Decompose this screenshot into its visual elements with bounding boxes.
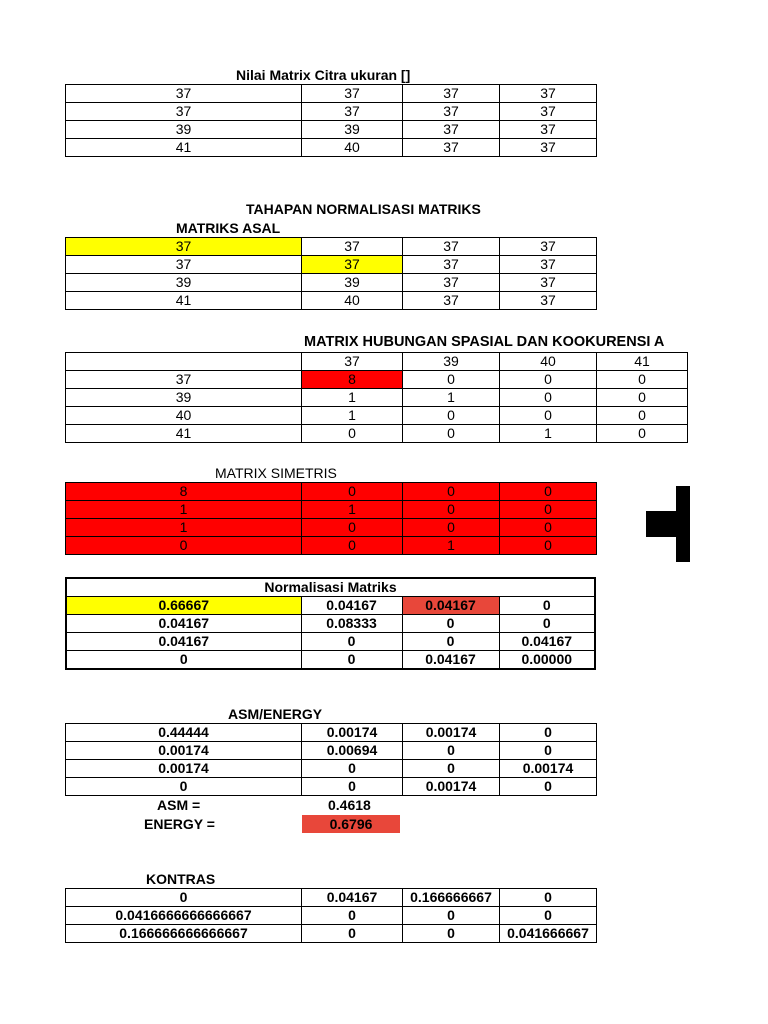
cell: 37 (500, 121, 597, 139)
table-row (66, 651, 595, 670)
cell: 1 (403, 389, 500, 407)
cell: 0.04167 (402, 651, 499, 670)
table-row (66, 615, 595, 633)
cell: 0.00000 (499, 651, 595, 670)
table-row (66, 778, 597, 796)
cell: 0 (403, 907, 500, 925)
simetris-table (65, 482, 597, 555)
matrix-citra-table (65, 84, 597, 157)
cell: 41 (66, 425, 302, 443)
cell: 0 (597, 389, 688, 407)
cell: 0 (66, 778, 302, 796)
title-matrix-spasial: MATRIX HUBUNGAN SPASIAL DAN KOOKURENSI A (304, 334, 665, 350)
cell: 39 (302, 274, 403, 292)
cell: 37 (403, 121, 500, 139)
title-matrix-citra: Nilai Matrix Citra ukuran [] (236, 67, 411, 83)
cell: 0 (500, 483, 597, 501)
table-row (66, 103, 597, 121)
cell: 0 (403, 519, 500, 537)
cell: 37 (403, 238, 500, 256)
cell: 1 (302, 407, 403, 425)
cell: 0 (302, 907, 403, 925)
title-matrix-simetris: MATRIX SIMETRIS (215, 465, 337, 481)
cell: 0 (403, 371, 500, 389)
cell: 37 (500, 256, 597, 274)
table-row (66, 925, 597, 943)
cell: 37 (500, 103, 597, 121)
cell: 1 (66, 501, 302, 519)
cell: 0 (302, 778, 403, 796)
cell: 37 (302, 85, 403, 103)
cell: 37 (403, 85, 500, 103)
cell: 0 (302, 760, 403, 778)
cell: 0.166666666666667 (66, 925, 302, 943)
cell: 37 (66, 256, 302, 274)
cell: 0 (500, 724, 597, 742)
black-shape-arm (646, 511, 676, 537)
cell: 0 (500, 537, 597, 555)
cell: 37 (302, 238, 403, 256)
cell-highlight: 0.66667 (66, 597, 301, 615)
table-row (66, 483, 597, 501)
cell: 0 (597, 425, 688, 443)
table-row (66, 353, 688, 371)
cell: 0 (66, 537, 302, 555)
normalisasi-matriks-table (65, 577, 596, 670)
cell: 0 (500, 742, 597, 760)
table-row (66, 425, 688, 443)
cell-highlight: 0.04167 (402, 597, 499, 615)
cell: 0.04167 (301, 597, 402, 615)
title-matriks-asal: MATRIKS ASAL (176, 220, 281, 236)
energy-value: 0.6796 (302, 815, 400, 833)
cell: 0.08333 (301, 615, 402, 633)
cell: 37 (66, 371, 302, 389)
cell: 0.0416666666666667 (66, 907, 302, 925)
cell: 0 (302, 925, 403, 943)
table-row (66, 121, 597, 139)
cell: 0 (500, 501, 597, 519)
cell: 0 (402, 633, 499, 651)
kontras-table (65, 888, 597, 943)
cell: 0 (500, 389, 597, 407)
cell: 0 (403, 742, 500, 760)
cell: 37 (66, 85, 302, 103)
table-row (66, 407, 688, 425)
cell: 37 (302, 103, 403, 121)
black-shape-bar (676, 486, 690, 562)
cell: 0 (499, 597, 595, 615)
cell: 37 (500, 139, 597, 157)
table-row (66, 724, 597, 742)
cell: 37 (66, 103, 302, 121)
title-kontras: KONTRAS (146, 871, 216, 887)
cell: 41 (597, 353, 688, 371)
cell: 0.00174 (500, 760, 597, 778)
cell: 0.041666667 (500, 925, 597, 943)
cell: 0 (301, 651, 402, 670)
cell: 39 (66, 274, 302, 292)
table-row (66, 633, 595, 651)
cell: 0.00174 (66, 760, 302, 778)
cell: 0.00174 (66, 742, 302, 760)
cell: 0 (403, 407, 500, 425)
cell: 0.00174 (403, 778, 500, 796)
cell: 0 (500, 371, 597, 389)
asm-label: ASM = (157, 797, 201, 813)
cell: 0.04167 (66, 615, 301, 633)
cell: 37 (500, 85, 597, 103)
table-row (66, 907, 597, 925)
cell: 0 (66, 889, 302, 907)
title-tahapan-normalisasi: TAHAPAN NORMALISASI MATRIKS (246, 201, 481, 217)
table-row (66, 274, 597, 292)
cell: 1 (66, 519, 302, 537)
cell: 0.00694 (302, 742, 403, 760)
table-row (66, 742, 597, 760)
cell: 37 (403, 139, 500, 157)
table-title: Normalisasi Matriks (66, 578, 595, 597)
cell: 0 (500, 407, 597, 425)
cell: 0 (301, 633, 402, 651)
cell: 37 (302, 353, 403, 371)
cell: 0.166666667 (403, 889, 500, 907)
table-row (66, 519, 597, 537)
cell: 0 (302, 519, 403, 537)
cell: 1 (302, 501, 403, 519)
cell: 37 (500, 274, 597, 292)
cell: 40 (66, 407, 302, 425)
cell: 0 (500, 907, 597, 925)
table-row (66, 597, 595, 615)
table-row (66, 760, 597, 778)
cell (66, 353, 302, 371)
table-row (66, 238, 597, 256)
cell: 0.04167 (302, 889, 403, 907)
spasial-table (65, 352, 688, 443)
cell: 39 (66, 389, 302, 407)
cell: 0 (66, 651, 301, 670)
cell: 0 (597, 371, 688, 389)
cell: 0.04167 (499, 633, 595, 651)
cell: 1 (500, 425, 597, 443)
cell: 0 (302, 425, 403, 443)
cell: 0.00174 (403, 724, 500, 742)
cell: 0.44444 (66, 724, 302, 742)
table-row (66, 537, 597, 555)
cell: 37 (403, 274, 500, 292)
cell: 41 (66, 292, 302, 310)
cell: 39 (302, 121, 403, 139)
cell: 0 (500, 778, 597, 796)
cell: 37 (403, 103, 500, 121)
cell: 0 (302, 483, 403, 501)
cell: 37 (500, 238, 597, 256)
table-row (66, 85, 597, 103)
cell: 39 (403, 353, 500, 371)
table-row (66, 389, 688, 407)
cell: 0.04167 (66, 633, 301, 651)
title-asm-energy: ASM/ENERGY (228, 706, 323, 722)
cell: 1 (403, 537, 500, 555)
cell: 0 (302, 537, 403, 555)
cell: 37 (403, 292, 500, 310)
table-row (66, 501, 597, 519)
cell: 40 (500, 353, 597, 371)
cell: 37 (500, 292, 597, 310)
cell: 1 (302, 389, 403, 407)
matriks-asal-table (65, 237, 597, 310)
asm-value: 0.4618 (328, 797, 371, 813)
cell: 39 (66, 121, 302, 139)
cell-highlight: 37 (66, 238, 302, 256)
cell-highlight: 37 (302, 256, 403, 274)
table-row (66, 889, 597, 907)
cell: 0 (403, 925, 500, 943)
table-row (66, 292, 597, 310)
cell: 40 (302, 139, 403, 157)
table-row (66, 139, 597, 157)
cell: 0 (500, 519, 597, 537)
cell: 0 (499, 615, 595, 633)
table-row (66, 578, 595, 597)
cell: 0 (403, 760, 500, 778)
cell: 41 (66, 139, 302, 157)
cell: 0.00174 (302, 724, 403, 742)
energy-label: ENERGY = (144, 816, 215, 832)
table-row (66, 371, 688, 389)
cell: 0 (403, 501, 500, 519)
cell: 40 (302, 292, 403, 310)
cell: 0 (403, 483, 500, 501)
cell: 37 (403, 256, 500, 274)
cell: 8 (66, 483, 302, 501)
cell-highlight: 8 (302, 371, 403, 389)
cell: 0 (403, 425, 500, 443)
table-row (66, 256, 597, 274)
asm-table (65, 723, 597, 796)
cell: 0 (597, 407, 688, 425)
cell: 0 (500, 889, 597, 907)
cell: 0 (402, 615, 499, 633)
